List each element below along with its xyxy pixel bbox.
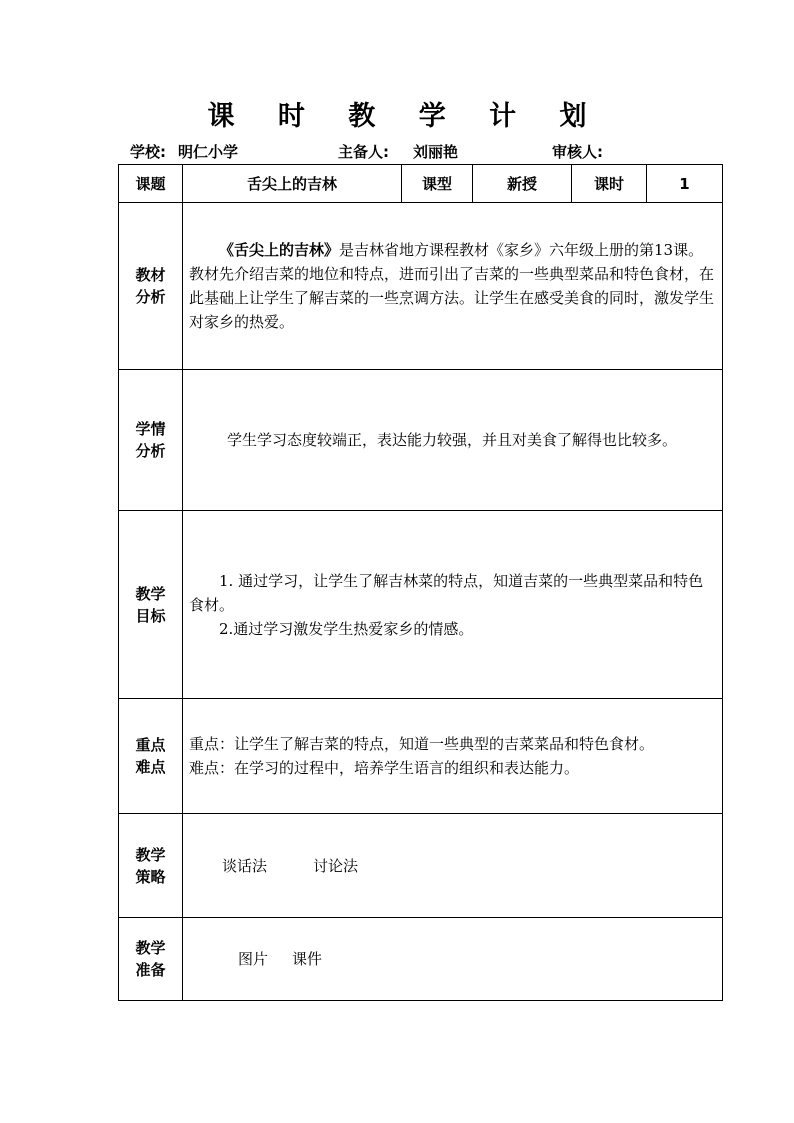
difficult-point: 难点：在学习的过程中，培养学生语言的组织和表达能力。 (189, 759, 580, 777)
hours-label: 课时 (572, 165, 647, 203)
page-title: 课 时 教 学 计 划 (207, 101, 604, 132)
lesson-name-bold: 《舌尖上的吉林》 (219, 241, 340, 259)
teaching-preparation-label: 教学 准备 (119, 918, 183, 1001)
student-analysis-content: 学生学习态度较端正，表达能力较强，并且对美食了解得也比较多。 (183, 370, 723, 511)
preparation-item-2: 课件 (292, 950, 323, 968)
topic-value: 舌尖上的吉林 (183, 165, 402, 203)
student-analysis-label: 学情 分析 (119, 370, 183, 511)
topic-label: 课题 (119, 165, 183, 203)
lesson-plan-table (118, 164, 723, 1001)
goal-item-2: 2.通过学习激发学生热爱家乡的情感。 (219, 619, 474, 638)
strategy-item-2: 讨论法 (313, 856, 359, 875)
school-label: 学校: (130, 143, 166, 161)
material-analysis-row (119, 203, 723, 370)
student-analysis-row (119, 370, 723, 511)
key-difficult-content (183, 699, 723, 814)
hours-value: 1 (647, 165, 723, 203)
material-analysis-content: 《舌尖上的吉林》是吉林省地方课程教材《家乡》六年级上册的第13课。教材先介绍吉菜的地位和特点，进而引出了吉菜的一些典型菜品和特色食材，在此基础上让学生了解吉菜的一些烹调方法。让学生在感受美食的同时，激发学生对家乡的热爱。 (183, 203, 723, 370)
preparation-item-1: 图片 (238, 950, 269, 968)
strategy-item-1: 谈话法 (222, 856, 268, 875)
school-value: 明仁小学 (178, 143, 239, 161)
teaching-preparation-row (119, 918, 723, 1001)
material-analysis-label: 教材 分析 (119, 203, 183, 370)
preparer-value: 刘丽艳 (413, 143, 459, 161)
key-difficult-label: 重点 难点 (119, 699, 183, 814)
preparer-label: 主备人: (338, 143, 389, 161)
key-point: 重点：让学生了解吉菜的特点，知道一些典型的吉菜菜品和特色食材。 (189, 735, 655, 753)
teaching-strategy-label: 教学 策略 (119, 814, 183, 918)
teaching-goals-row (119, 511, 723, 699)
teaching-goals-content (183, 511, 723, 699)
goal-item-1: 1. 通过学习，让学生了解吉林菜的特点，知道吉菜的一些典型菜品和特色食材。 (189, 571, 704, 614)
key-difficult-row (119, 699, 723, 814)
teaching-strategy-row (119, 814, 723, 918)
reviewer-label: 审核人: (552, 143, 603, 161)
teaching-preparation-content (183, 918, 723, 1001)
teaching-strategy-content (183, 814, 723, 918)
type-value: 新授 (473, 165, 572, 203)
type-label: 课型 (402, 165, 473, 203)
header-row (119, 165, 723, 203)
teaching-goals-label: 教学 目标 (119, 511, 183, 699)
